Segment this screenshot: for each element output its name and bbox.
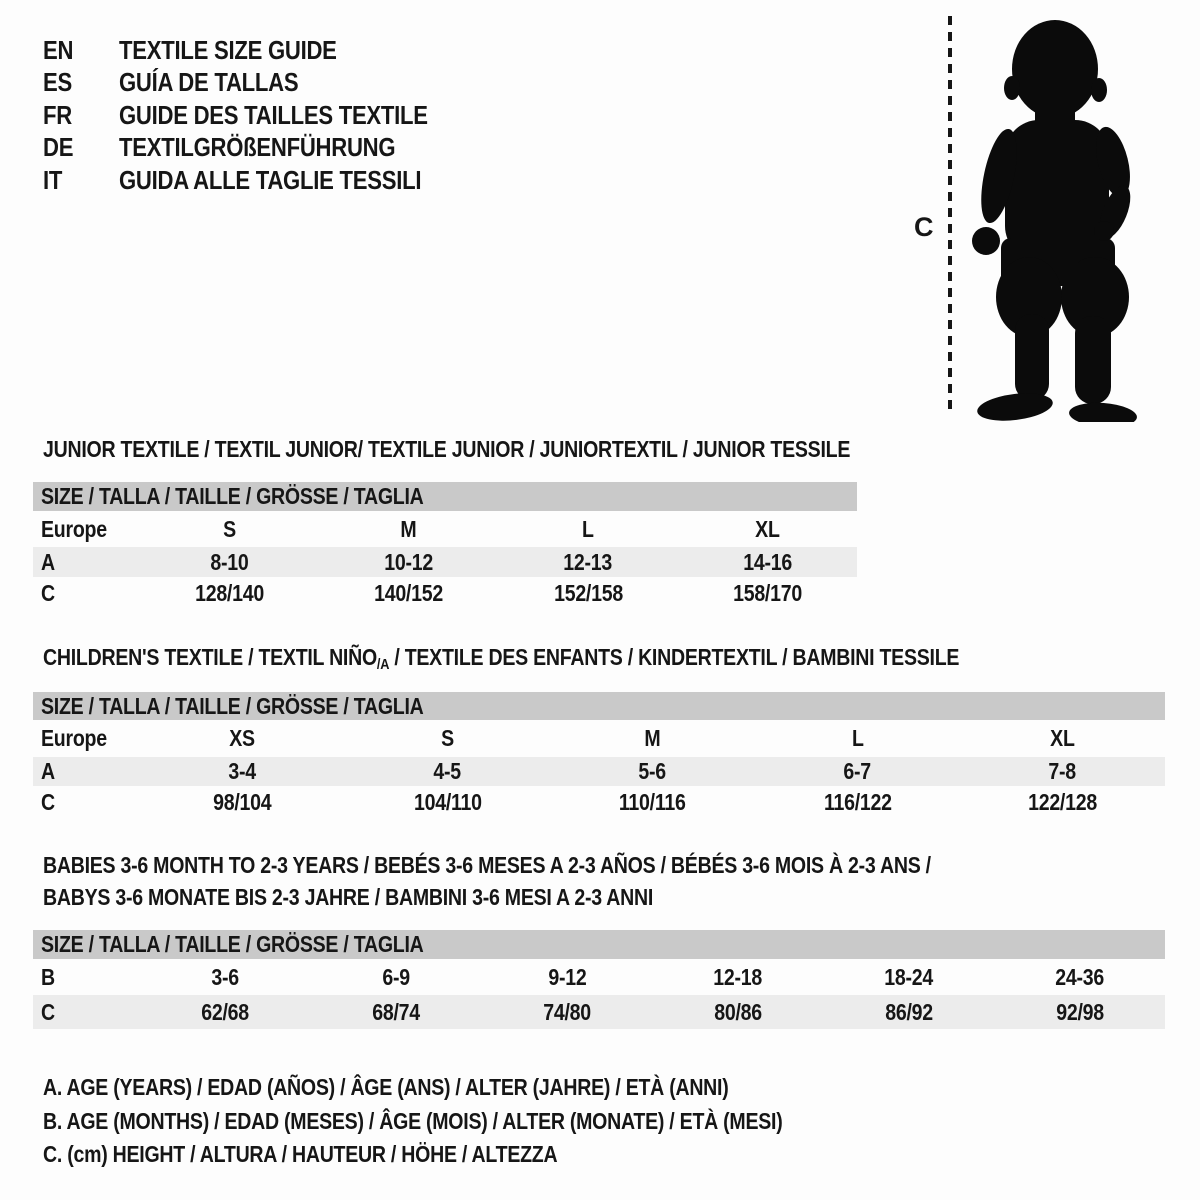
size-cell: XL (1050, 725, 1075, 751)
value-cell: 8-10 (210, 548, 249, 575)
footnote-a: A. AGE (YEARS) / EDAD (AÑOS) / ÂGE (ANS) / ALTER (JAHRE) / ETÀ (ANNI) (43, 1074, 729, 1101)
size-header-text: SIZE / TALLA / TAILLE / GRÖSSE / TAGLIA (41, 692, 424, 719)
value-cell: 4-5 (433, 758, 462, 784)
value-cell: 152/158 (553, 580, 623, 606)
row-label: A (41, 548, 55, 575)
babies-title-line2: BABYS 3-6 MONATE BIS 2-3 JAHRE / BAMBINI 3-6 MESI A 2-3 ANNI (43, 884, 654, 910)
value-cell: 12-18 (713, 963, 763, 990)
babies-size-table (33, 930, 1165, 1029)
size-header-bar (33, 482, 857, 511)
subscript-a: /A (376, 656, 390, 673)
guide-title: GUIDE DES TAILLES TEXTILE (119, 99, 428, 130)
size-cell: S (223, 515, 237, 542)
table-row-c (33, 995, 1165, 1029)
junior-size-table (33, 482, 857, 610)
language-code: EN (43, 34, 74, 65)
language-code: FR (43, 99, 72, 130)
size-cell: M (644, 725, 661, 751)
language-code: ES (43, 67, 72, 98)
junior-section-title-text: JUNIOR TEXTILE / TEXTIL JUNIOR/ TEXTILE JUNIOR / JUNIORTEXTIL / JUNIOR TESSILE (43, 436, 851, 462)
value-cell: 158/170 (732, 580, 802, 606)
language-code: DE (43, 132, 74, 163)
guide-title: GUÍA DE TALLAS (119, 67, 299, 98)
row-label: B (41, 963, 55, 990)
value-cell: 122/128 (1028, 788, 1097, 815)
language-row (43, 34, 482, 67)
language-title-list (43, 34, 482, 197)
size-cell: XL (755, 515, 780, 542)
value-cell: 10-12 (384, 548, 434, 575)
value-cell: 62/68 (201, 998, 250, 1025)
guide-title: TEXTILE SIZE GUIDE (119, 34, 337, 65)
size-header-bar (33, 692, 1165, 720)
table-row-europe (33, 720, 1165, 757)
table-row-b (33, 959, 1165, 995)
row-label: A (41, 758, 55, 784)
footnote-b: B. AGE (MONTHS) / EDAD (MESES) / ÂGE (MOIS) / ALTER (MONATE) / ETÀ (MESI) (43, 1107, 783, 1134)
value-cell: 6-7 (843, 758, 872, 784)
language-row (43, 67, 482, 100)
babies-title-line1: BABIES 3-6 MONTH TO 2-3 YEARS / BEBÉS 3-6 MESES A 2-3 AÑOS / BÉBÉS 3-6 MOIS À 2-3 ANS / (43, 852, 931, 878)
value-cell: 3-6 (211, 963, 240, 990)
size-header-text: SIZE / TALLA / TAILLE / GRÖSSE / TAGLIA (41, 931, 424, 957)
value-cell: 74/80 (543, 998, 591, 1025)
value-cell: 116/122 (823, 788, 892, 815)
guide-title: GUIDA ALLE TAGLIE TESSILI (119, 164, 422, 195)
size-header-bar (33, 930, 1165, 959)
value-cell: 80/86 (714, 998, 762, 1025)
value-cell: 86/92 (884, 998, 933, 1025)
row-label: Europe (41, 515, 107, 542)
size-cell: XS (229, 725, 256, 751)
junior-section-title (43, 436, 993, 463)
size-cell: S (441, 725, 454, 751)
row-label: Europe (41, 725, 107, 751)
toddler-silhouette-icon (953, 14, 1145, 422)
value-cell: 14-16 (743, 548, 792, 575)
value-cell: 6-9 (382, 963, 410, 990)
babies-section-title (43, 849, 1088, 913)
language-code: IT (43, 164, 63, 195)
size-cell: L (582, 515, 594, 542)
value-cell: 7-8 (1048, 758, 1077, 784)
language-row (43, 164, 482, 197)
value-cell: 9-12 (548, 963, 587, 990)
height-measure-label: C (914, 212, 934, 242)
value-cell: 128/140 (195, 580, 265, 606)
table-row-a (33, 547, 857, 577)
footnote-c: C. (cm) HEIGHT / ALTURA / HAUTEUR / HÖHE / ALTEZZA (43, 1140, 558, 1167)
table-row-c (33, 577, 857, 610)
row-label: C (41, 998, 55, 1025)
table-row-europe (33, 511, 857, 547)
language-row (43, 99, 482, 132)
value-cell: 18-24 (884, 963, 934, 990)
value-cell: 98/104 (213, 788, 272, 815)
table-row-a (33, 757, 1165, 786)
value-cell: 110/116 (619, 788, 686, 815)
value-cell: 3-4 (228, 758, 257, 784)
value-cell: 68/74 (372, 998, 421, 1025)
children-section-title (43, 644, 1121, 671)
size-cell: L (851, 725, 864, 751)
legend-footnotes (43, 1071, 913, 1171)
value-cell: 92/98 (1055, 998, 1104, 1025)
value-cell: 140/152 (374, 580, 444, 606)
value-cell: 12-13 (563, 548, 613, 575)
children-size-table (33, 692, 1165, 818)
children-section-title-text: CHILDREN'S TEXTILE / TEXTIL NIÑO/A / TEXTILE DES ENFANTS / KINDERTEXTIL / BAMBINI TESSILE (43, 644, 960, 673)
size-cell: M (400, 515, 417, 542)
guide-title: TEXTILGRÖßENFÜHRUNG (119, 132, 396, 163)
value-cell: 5-6 (638, 758, 667, 784)
value-cell: 104/110 (413, 788, 482, 815)
row-label: C (41, 580, 55, 606)
language-row (43, 132, 482, 165)
table-row-c (33, 786, 1165, 818)
row-label: C (41, 788, 55, 815)
size-header-text: SIZE / TALLA / TAILLE / GRÖSSE / TAGLIA (41, 483, 424, 509)
value-cell: 24-36 (1055, 963, 1104, 990)
